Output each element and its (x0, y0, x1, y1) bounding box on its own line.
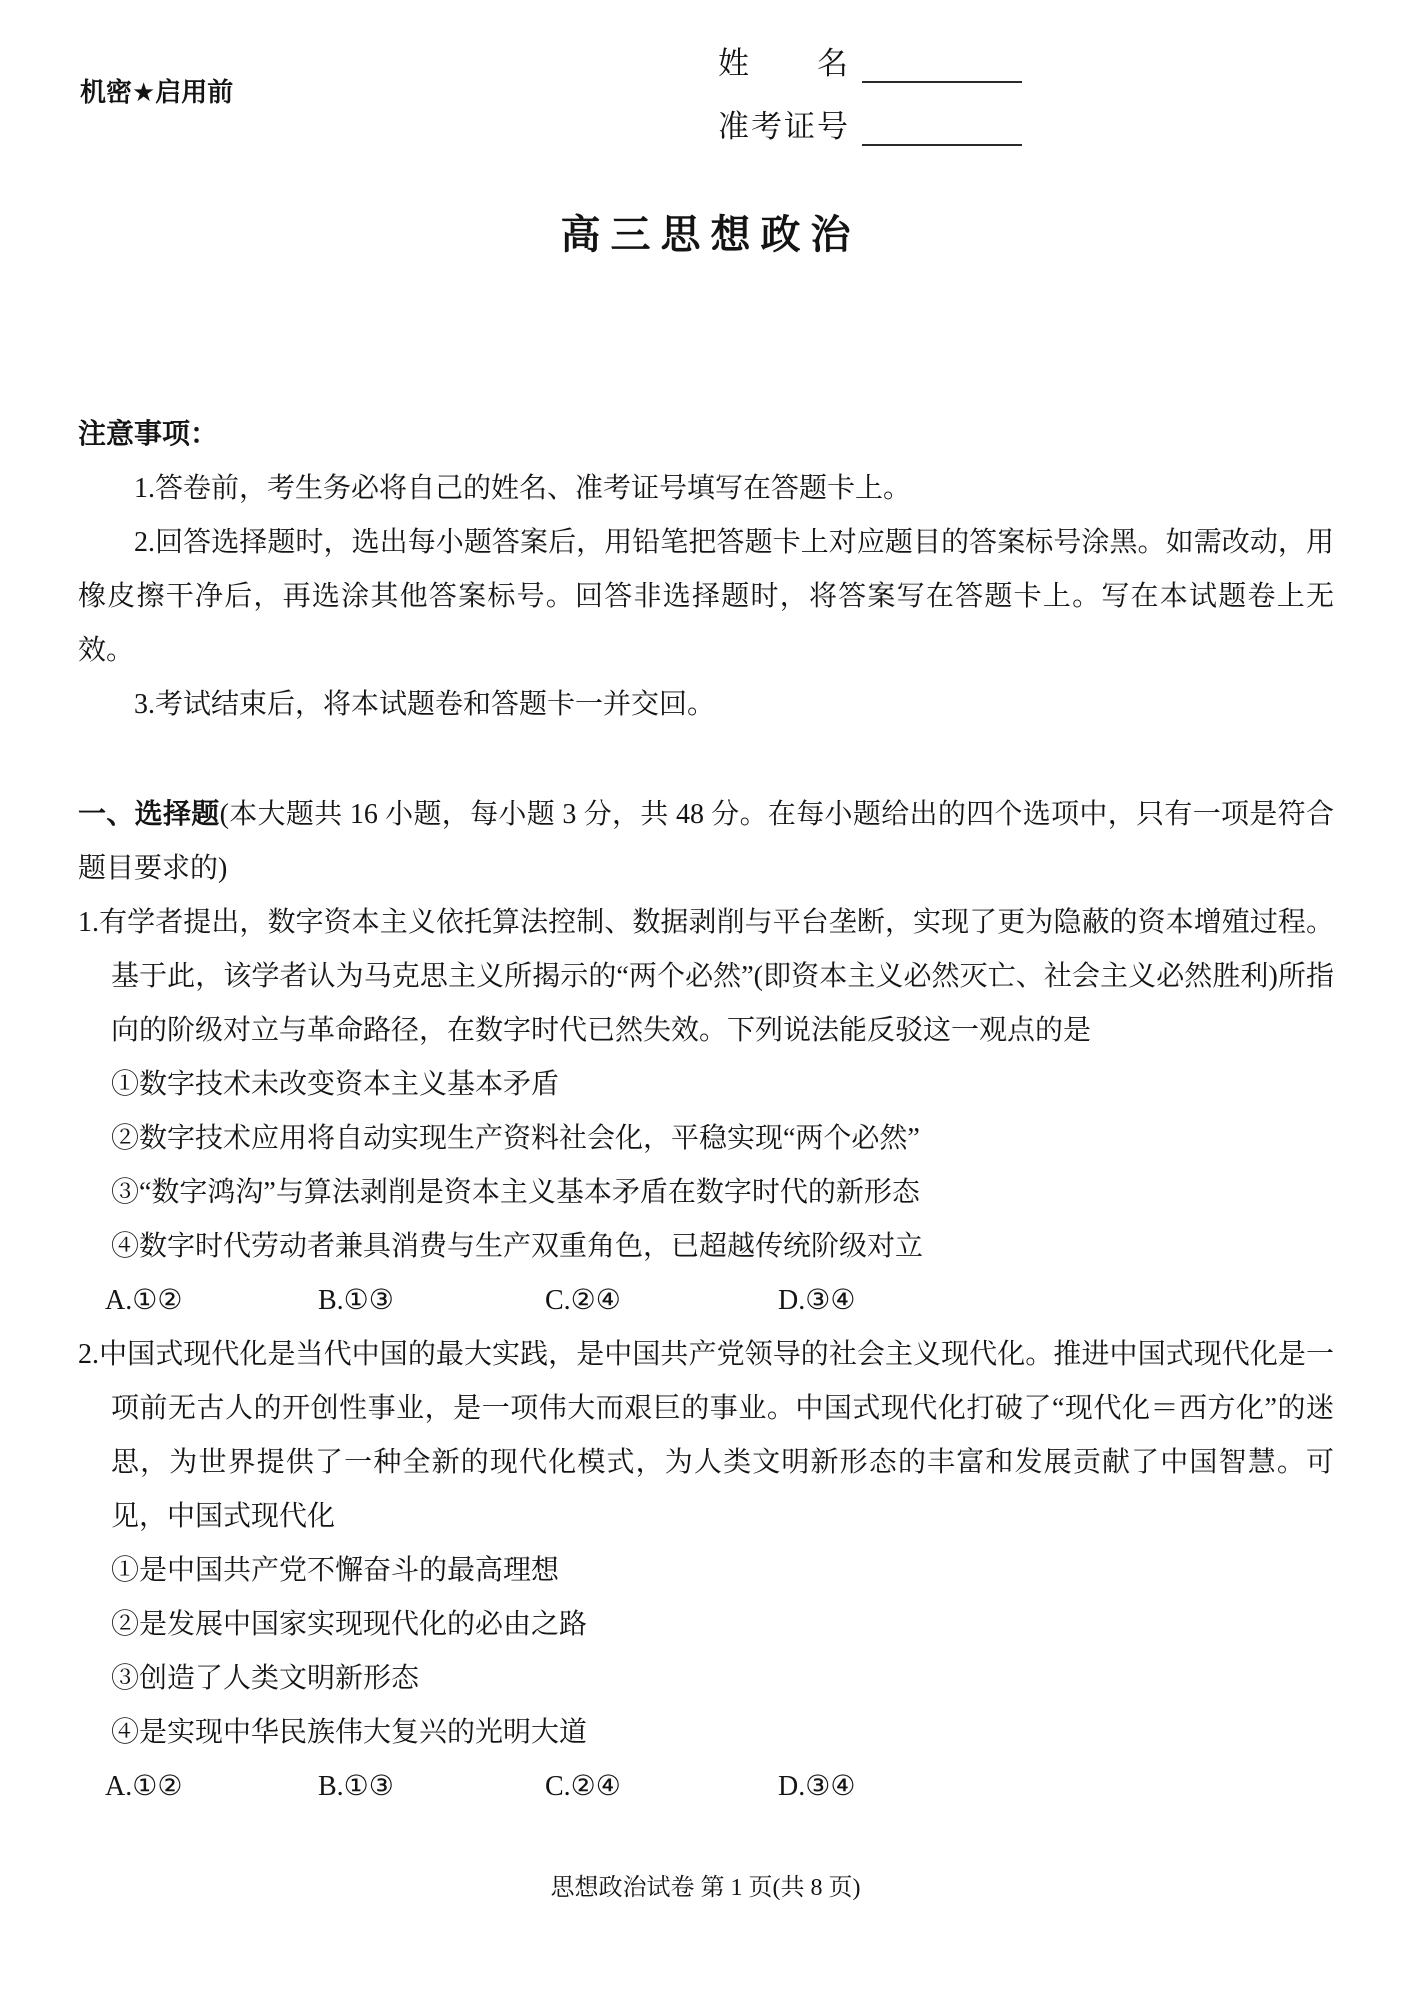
notice-item-1: 1.答卷前，考生务必将自己的姓名、准考证号填写在答题卡上。 (134, 473, 912, 504)
question-1-choice-row (105, 1274, 1334, 1328)
notice-item-2: 2.回答选择题时，选出每小题答案后，用铅笔把答题卡上对应题目的答案标号涂黑。如需改动，用橡皮擦干净后，再选涂其他答案标号。回答非选择题时，将答案写在答题卡上。写在本试题卷上无效。 (78, 527, 1334, 666)
exam-number-fill-line (862, 108, 1022, 146)
question-2-number: 2. (78, 1339, 99, 1370)
question-2-choice-d: D.③④ (778, 1771, 856, 1802)
question-2-statement-2: ②是发展中国家实现现代化的必由之路 (111, 1609, 588, 1640)
question-1-statement-2: ②数字技术应用将自动实现生产资料社会化，平稳实现“两个必然” (111, 1123, 920, 1154)
question-2-choice-row (105, 1760, 1334, 1814)
name-row (718, 38, 1022, 83)
exam-body (78, 408, 1334, 1814)
candidate-id-block (718, 38, 1022, 164)
question-2-statement-1: ①是中国共产党不懈奋斗的最高理想 (111, 1555, 560, 1586)
question-1-choice-a: A.①② (105, 1285, 183, 1316)
question-1-stem-text: 有学者提出，数字资本主义依托算法控制、数据剥削与平台垄断，实现了更为隐蔽的资本增殖过程。基于此，该学者认为马克思主义所揭示的“两个必然”(即资本主义必然灭亡、社会主义必然胜利)所指向的阶级对立与革命路径，在数字时代已然失效。下列说法能反驳这一观点的是 (99, 907, 1334, 1046)
notice-heading: 注意事项： (78, 419, 219, 450)
question-2-stem-text: 中国式现代化是当代中国的最大实践，是中国共产党领导的社会主义现代化。推进中国式现代化是一项前无古人的开创性事业，是一项伟大而艰巨的事业。中国式现代化打破了“现代化＝西方化”的迷思，为世界提供了一种全新的现代化模式，为人类文明新形态的丰富和发展贡献了中国智慧。可见，中国式现代化 (99, 1339, 1334, 1532)
question-1-choice-d: D.③④ (778, 1285, 856, 1316)
question-2 (78, 1328, 1334, 1814)
question-2-choice-a: A.①② (105, 1771, 183, 1802)
question-2-choice-b: B.①③ (318, 1771, 394, 1802)
question-1-statement-3: ③“数字鸿沟”与算法剥削是资本主义基本矛盾在数字时代的新形态 (111, 1177, 920, 1208)
section-heading-title: 一、选择题 (78, 799, 220, 830)
classification-mark: 机密★启用前 (80, 77, 234, 107)
question-1-choice-c: C.②④ (545, 1285, 621, 1316)
page-footer: 思想政治试卷 第 1 页(共 8 页) (550, 1875, 861, 1901)
section-heading (78, 788, 1334, 896)
question-2-choice-c: C.②④ (545, 1771, 621, 1802)
exam-number-row (718, 101, 1022, 146)
question-2-stem (78, 1328, 1334, 1544)
name-fill-line (862, 45, 1022, 83)
section-heading-description: (本大题共 16 小题，每小题 3 分，共 48 分。在每小题给出的四个选项中，只有一项是符合题目要求的) (78, 799, 1334, 884)
question-1-statement-4: ④数字时代劳动者兼具消费与生产双重角色，已超越传统阶级对立 (111, 1231, 924, 1262)
question-2-statement-3: ③创造了人类文明新形态 (111, 1663, 420, 1694)
question-2-statement-4: ④是实现中华民族伟大复兴的光明大道 (111, 1717, 588, 1748)
exam-number-label: 准考证号 (718, 109, 850, 144)
question-1-statement-1: ①数字技术未改变资本主义基本矛盾 (111, 1069, 560, 1100)
question-1-stem (78, 896, 1334, 1058)
notice-item-3: 3.考试结束后，将本试题卷和答题卡一并交回。 (134, 689, 716, 720)
question-1 (78, 896, 1334, 1328)
question-1-number: 1. (78, 907, 99, 938)
exam-title: 高 三 思 想 政 治 (560, 212, 851, 257)
question-1-choice-b: B.①③ (318, 1285, 394, 1316)
name-label: 姓 名 (718, 46, 850, 81)
